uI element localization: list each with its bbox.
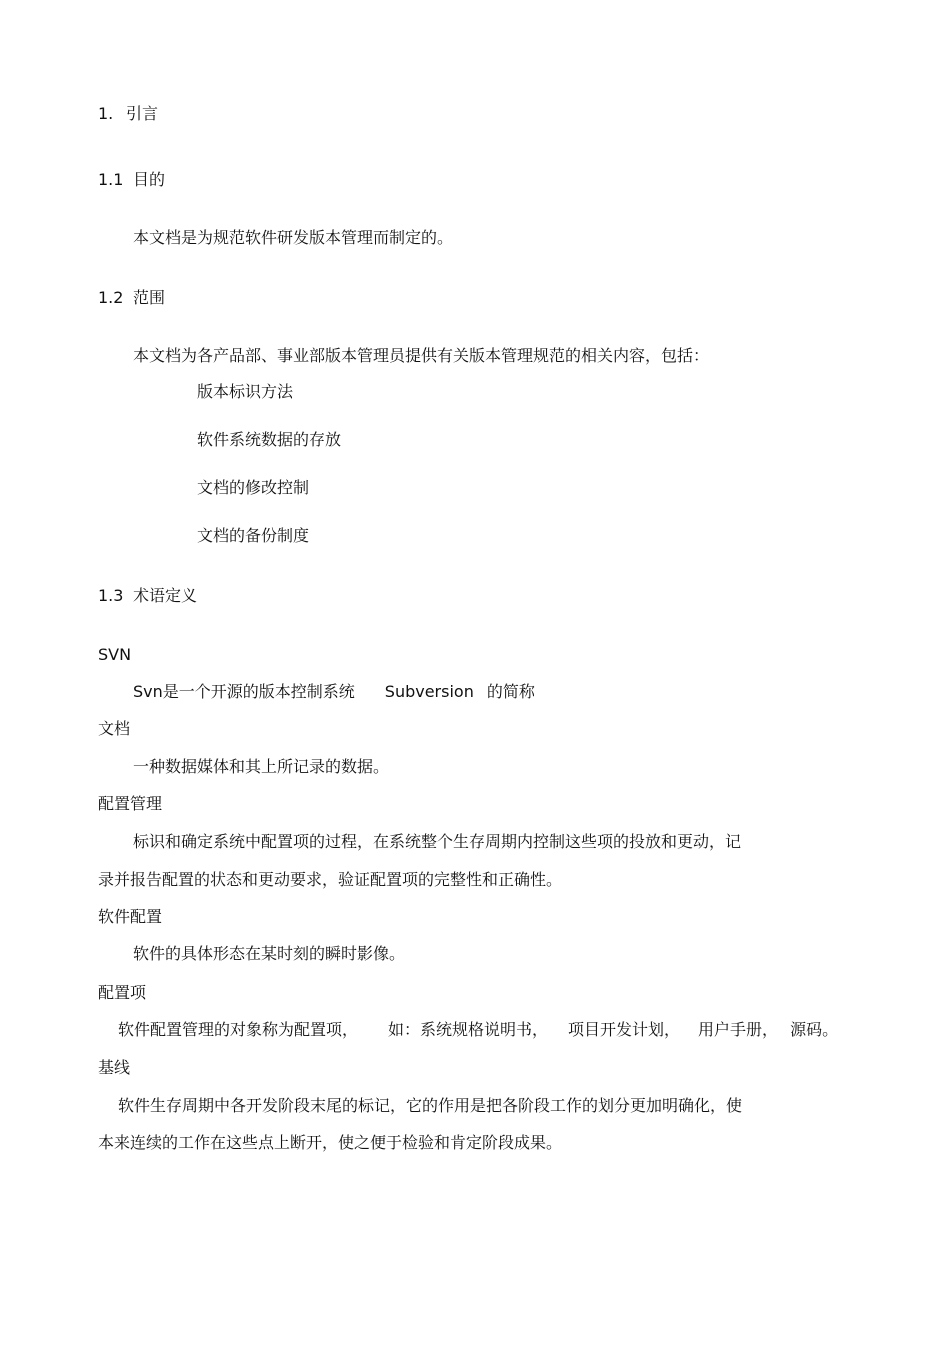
term-configuration-item: 配置项	[98, 983, 147, 1002]
heading-1-2-title: 范围	[133, 288, 166, 307]
term-document-definition: 一种数据媒体和其上所记录的数据。	[133, 757, 390, 776]
term-ci-def-part: 用户手册，	[698, 1020, 779, 1039]
heading-1-1-number: 1.1	[98, 170, 124, 189]
term-svn-def-part: Subversion	[384, 682, 474, 701]
term-ci-def-part: 如：系统规格说明书，	[388, 1020, 549, 1039]
term-software-configuration: 软件配置	[98, 907, 163, 926]
heading-1-1	[98, 170, 165, 190]
heading-1-3-title: 术语定义	[133, 586, 198, 605]
term-configuration-management: 配置管理	[98, 794, 163, 813]
heading-1-3	[98, 586, 197, 606]
term-baseline-definition-line: 软件生存周期中各开发阶段末尾的标记，它的作用是把各阶段工作的划分更加明确化，使	[118, 1096, 743, 1115]
term-ci-def-part: 源码。	[790, 1020, 839, 1039]
term-configuration-item-definition	[118, 1020, 838, 1040]
term-svn-def-part: 的简称	[486, 682, 535, 701]
purpose-paragraph: 本文档是为规范软件研发版本管理而制定的。	[133, 228, 454, 247]
term-software-configuration-definition: 软件的具体形态在某时刻的瞬时影像。	[133, 944, 406, 963]
term-document: 文档	[98, 719, 131, 738]
heading-1-number: 1.	[98, 104, 114, 123]
term-configuration-management-definition-line: 标识和确定系统中配置项的过程，在系统整个生存周期内控制这些项的投放和更动，记	[133, 832, 742, 851]
heading-1-1-title: 目的	[133, 170, 166, 189]
term-baseline: 基线	[98, 1058, 131, 1077]
heading-1-3-number: 1.3	[98, 586, 124, 605]
term-baseline-definition-line: 本来连续的工作在这些点上断开，使之便于检验和肯定阶段成果。	[98, 1133, 563, 1152]
term-svn-definition	[133, 682, 535, 702]
term-ci-def-part: 软件配置管理的对象称为配置项，	[118, 1020, 359, 1039]
heading-1-title: 引言	[126, 104, 159, 123]
scope-item: 软件系统数据的存放	[197, 430, 342, 449]
scope-item: 版本标识方法	[197, 382, 294, 401]
term-configuration-management-definition-line: 录并报告配置的状态和更动要求，验证配置项的完整性和正确性。	[98, 870, 563, 889]
scope-item: 文档的修改控制	[197, 478, 310, 497]
scope-item: 文档的备份制度	[197, 526, 310, 545]
heading-1	[98, 104, 158, 124]
scope-paragraph: 本文档为各产品部、事业部版本管理员提供有关版本管理规范的相关内容，包括：	[133, 346, 710, 365]
heading-1-2	[98, 288, 165, 308]
term-svn: SVN	[98, 645, 132, 664]
term-ci-def-part: 项目开发计划，	[568, 1020, 681, 1039]
heading-1-2-number: 1.2	[98, 288, 124, 307]
term-svn-def-part: Svn是一个开源的版本控制系统	[133, 682, 355, 701]
